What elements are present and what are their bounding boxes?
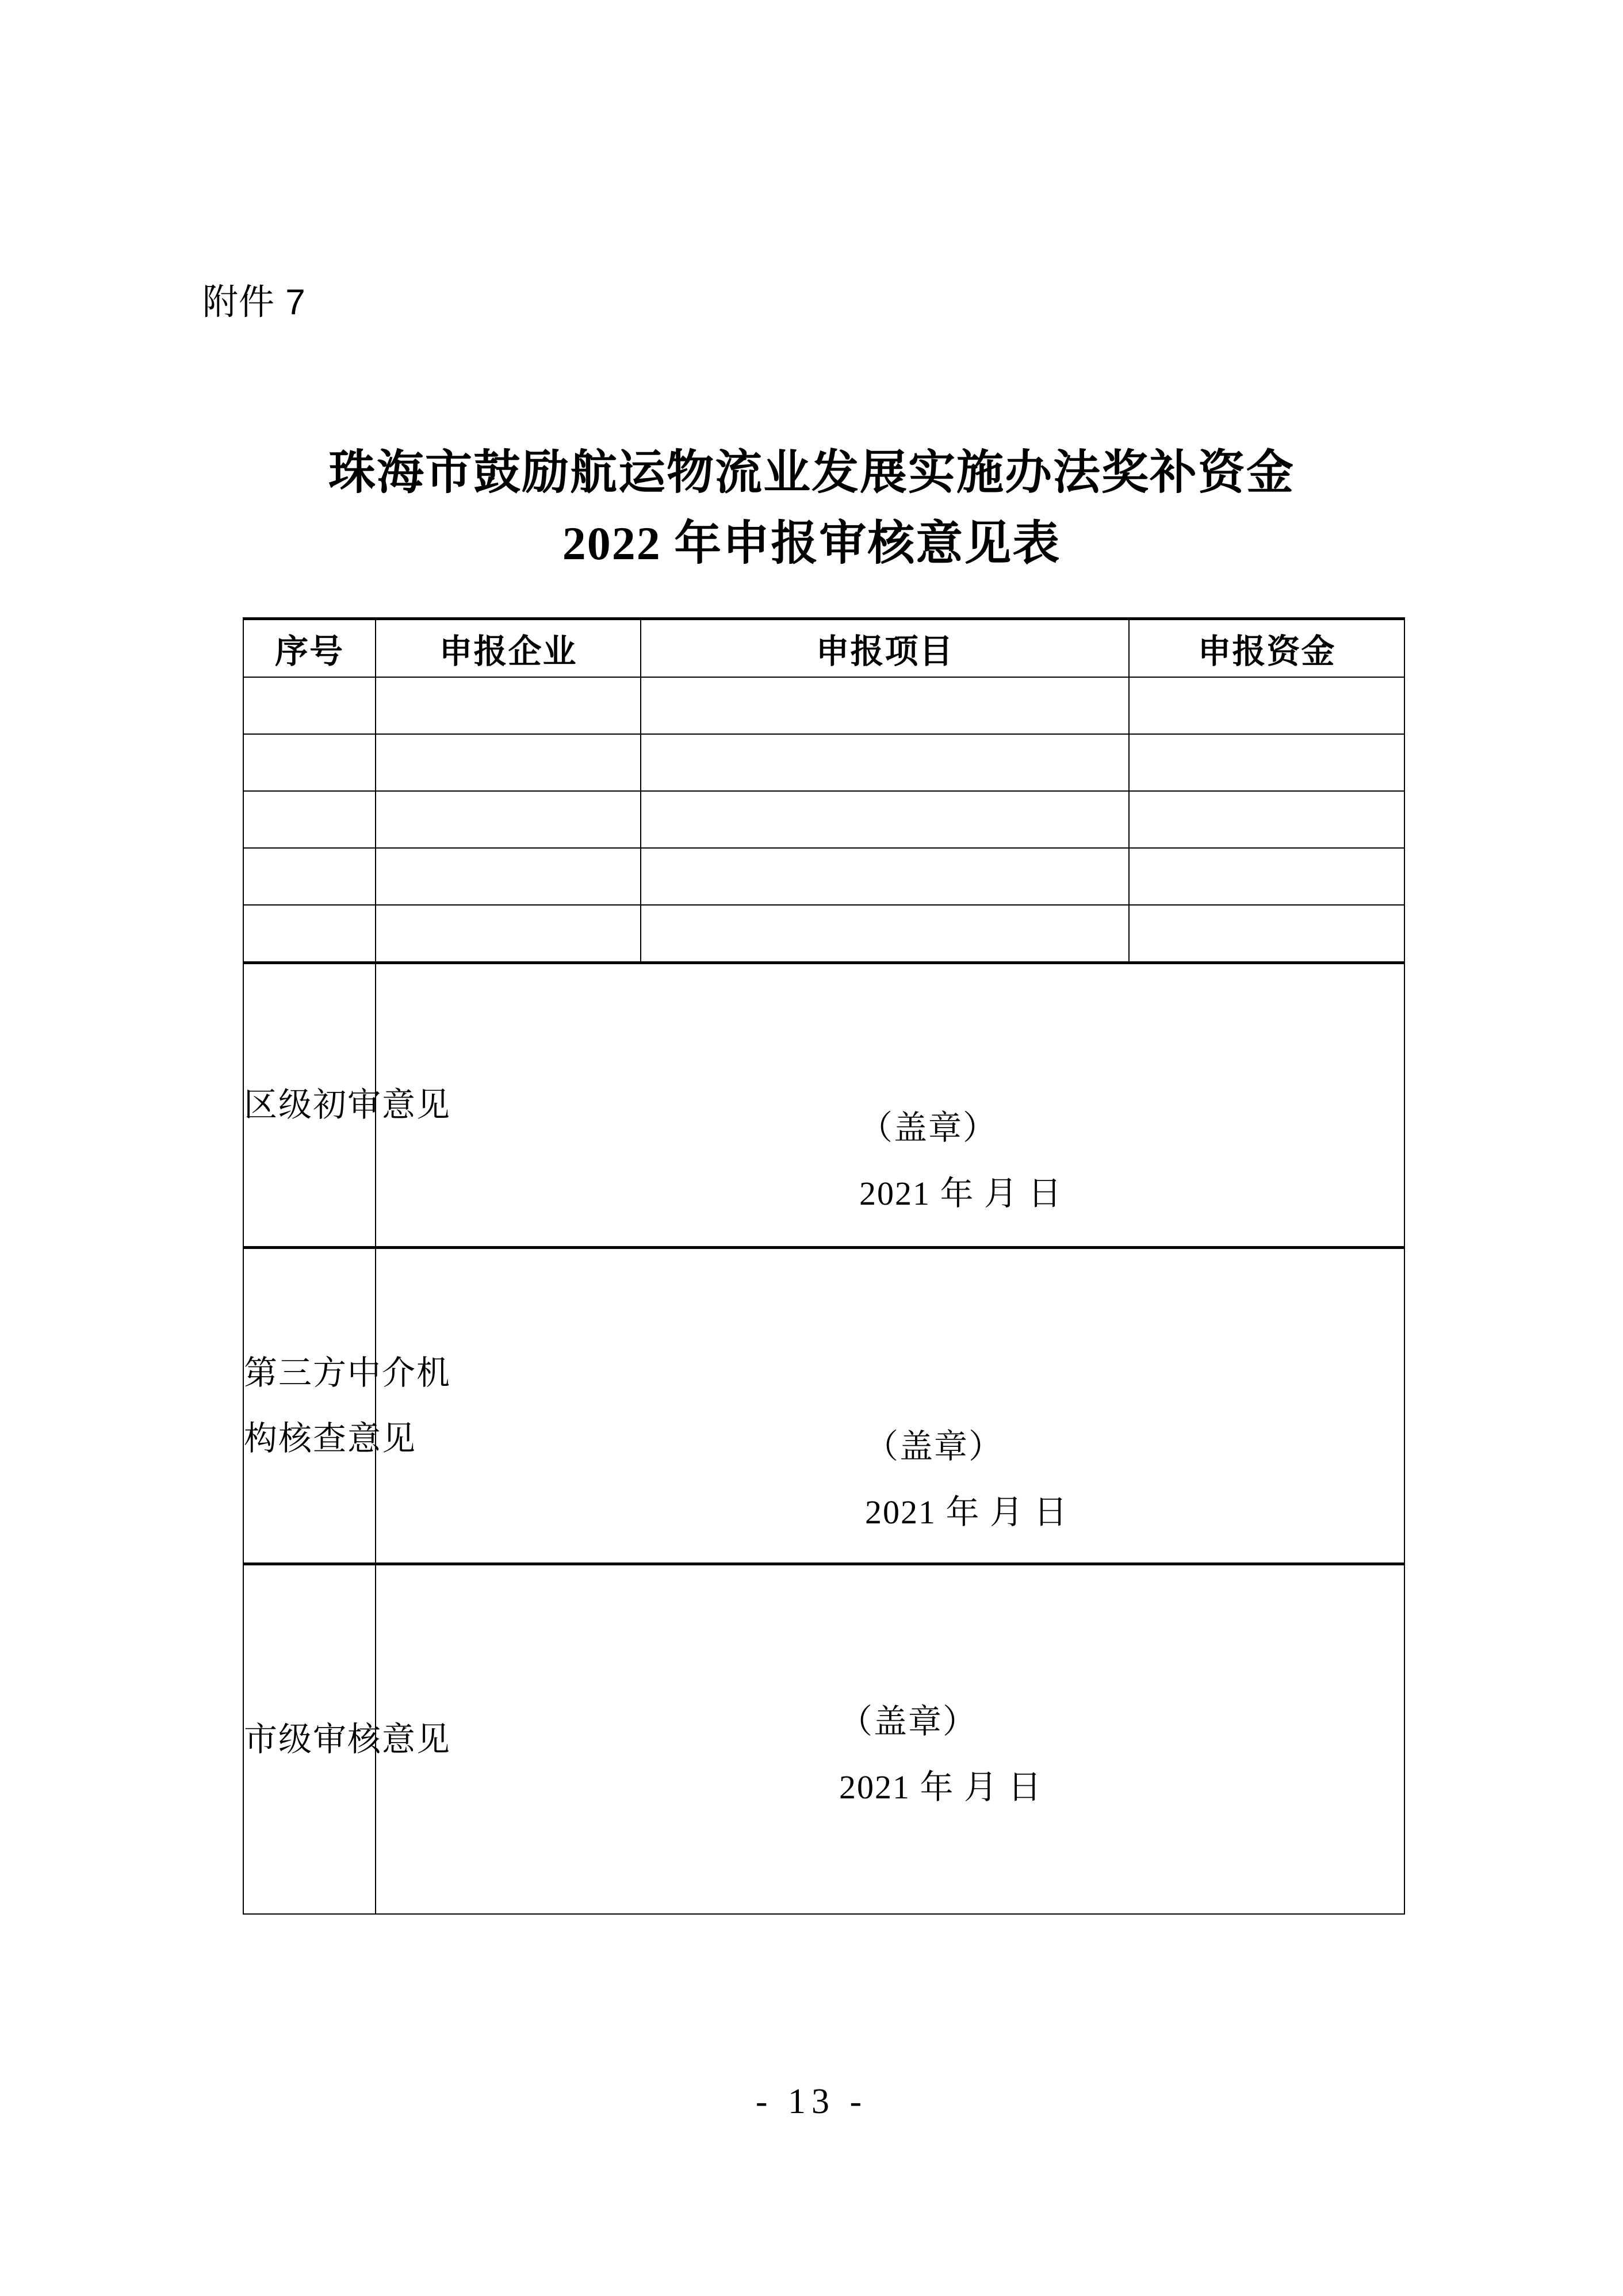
seal-and-date-block — [865, 1430, 1069, 1529]
review-label-district-preliminary — [243, 963, 451, 1248]
table-row — [243, 677, 1404, 734]
seal-and-date-block — [859, 1111, 1063, 1210]
cell-serial-no[interactable] — [243, 677, 376, 734]
review-label-line: 区级初审意见 — [244, 1086, 451, 1124]
review-body-district-preliminary[interactable] — [376, 963, 1404, 1248]
seal-text: （盖章） — [865, 1428, 1004, 1465]
table-row — [243, 791, 1404, 848]
cell-application-funds[interactable] — [1129, 677, 1404, 734]
cell-application-project[interactable] — [641, 791, 1129, 848]
cell-serial-no[interactable] — [243, 734, 376, 791]
cell-applicant-enterprise[interactable] — [376, 677, 641, 734]
cell-application-project[interactable] — [641, 848, 1129, 905]
review-label-third-party-verification — [243, 1248, 451, 1564]
seal-text: （盖章） — [839, 1703, 978, 1740]
review-label-line: 第三方中介机 — [244, 1354, 451, 1392]
cell-serial-no[interactable] — [243, 905, 376, 963]
column-header-application-project: 申报项目 — [641, 619, 1129, 678]
column-header-application-funds: 申报资金 — [1129, 619, 1404, 678]
title-line-1: 珠海市鼓励航运物流业发展实施办法奖补资金 — [328, 446, 1295, 499]
table-row — [243, 734, 1404, 791]
page-number-footer: - 13 - — [755, 2082, 868, 2121]
seal-text: （盖章） — [859, 1109, 998, 1147]
attachment-label: 附件 7 — [202, 282, 306, 322]
cell-applicant-enterprise[interactable] — [376, 905, 641, 963]
cell-application-project[interactable] — [641, 734, 1129, 791]
column-header-serial-no: 序号 — [243, 619, 376, 678]
title-line-2: 2022 年申报审核意见表 — [562, 517, 1061, 570]
cell-applicant-enterprise[interactable] — [376, 791, 641, 848]
cell-application-funds[interactable] — [1129, 905, 1404, 963]
page-title — [0, 437, 1623, 579]
date-text: 2021 年 月 日 — [865, 1493, 1069, 1531]
cell-application-funds[interactable] — [1129, 791, 1404, 848]
review-body-municipal[interactable] — [376, 1564, 1404, 1915]
cell-application-project[interactable] — [641, 905, 1129, 963]
seal-and-date-block — [839, 1705, 1043, 1804]
cell-application-funds[interactable] — [1129, 734, 1404, 791]
table-row — [243, 905, 1404, 963]
review-section-district-preliminary — [243, 963, 1404, 1248]
table-header-row — [243, 619, 1404, 678]
cell-serial-no[interactable] — [243, 791, 376, 848]
review-body-third-party-verification[interactable] — [376, 1248, 1404, 1564]
review-section-third-party-verification — [243, 1248, 1404, 1564]
column-header-applicant-enterprise: 申报企业 — [376, 619, 641, 678]
date-text: 2021 年 月 日 — [859, 1175, 1063, 1212]
cell-serial-no[interactable] — [243, 848, 376, 905]
cell-applicant-enterprise[interactable] — [376, 848, 641, 905]
review-label-line: 构核查意见 — [244, 1419, 417, 1457]
date-text: 2021 年 月 日 — [839, 1768, 1043, 1806]
review-label-municipal — [243, 1564, 451, 1915]
table-row — [243, 848, 1404, 905]
cell-applicant-enterprise[interactable] — [376, 734, 641, 791]
cell-application-funds[interactable] — [1129, 848, 1404, 905]
review-label-line: 市级审核意见 — [244, 1720, 451, 1758]
application-review-table — [243, 617, 1405, 1915]
review-section-municipal — [243, 1564, 1404, 1915]
cell-application-project[interactable] — [641, 677, 1129, 734]
